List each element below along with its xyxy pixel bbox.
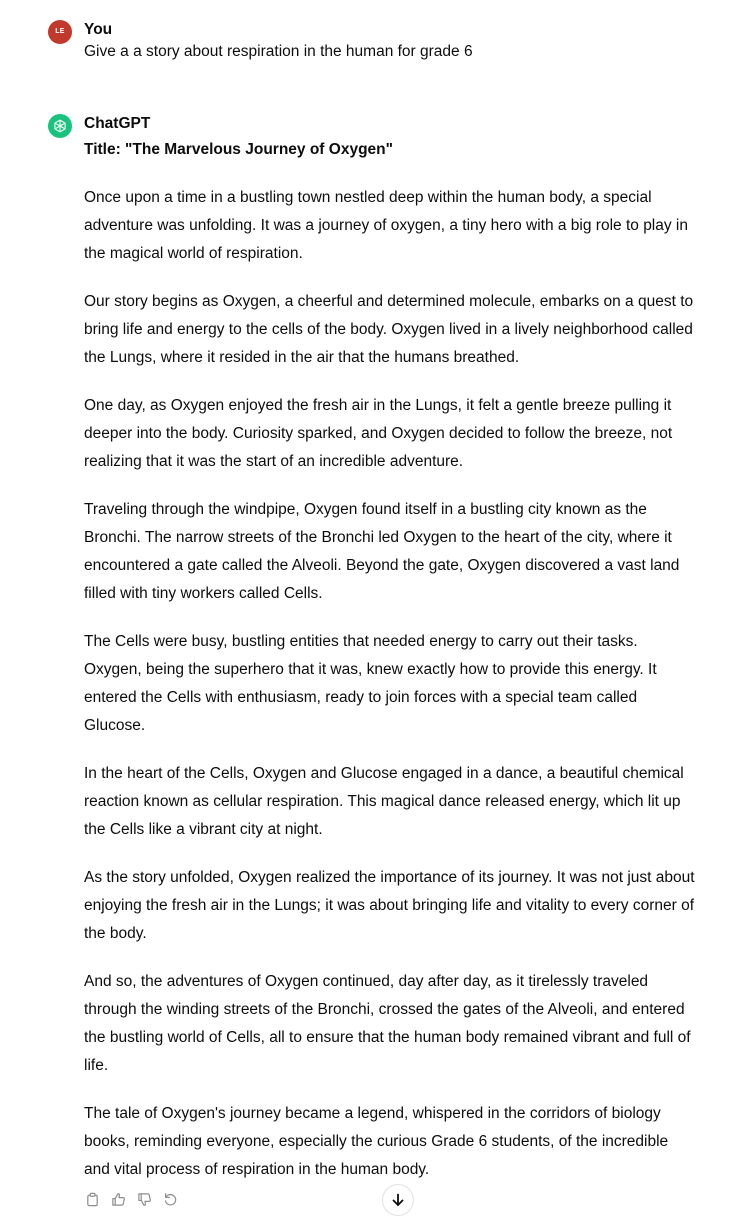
story-paragraph: Once upon a time in a bustling town nestled deep within the human body, a special adventure was unfolding. It was a journey of oxygen, a tiny hero with a big role to play in the magical world of respiration. [84,189,688,262]
arrow-down-icon [390,1192,406,1208]
user-avatar: LE [48,20,72,44]
story-paragraph: And so, the adventures of Oxygen continued, day after day, as it tirelessly traveled through the winding streets of the Bronchi, crossed the gates of the Alveoli, and entered the bustling world of Cells, all to ensure that the human body remained vibrant and full of life. [84,973,691,1074]
user-author-name: You [84,21,113,38]
story-paragraph: In the heart of the Cells, Oxygen and Glucose engaged in a dance, a beautiful chemical reaction known as cellular respiration. This magical dance released energy, which lit up the Cells like a vibrant city at night. [84,765,684,838]
user-message-text: Give a a story about respiration in the human for grade 6 [84,43,473,60]
story-paragraph: As the story unfolded, Oxygen realized the importance of its journey. It was not just about enjoying the fresh air in the Lungs; it was about bringing life and vitality to every corner of the body. [84,869,695,942]
story-paragraph: Traveling through the windpipe, Oxygen found itself in a bustling city known as the Bronchi. The narrow streets of the Bronchi led Oxygen to the heart of the city, where it encountered a gate called the Alveoli. Beyond the gate, Oxygen discovered a vast land filled with tiny workers called Cells. [84,501,680,602]
story-paragraph: One day, as Oxygen enjoyed the fresh air in the Lungs, it felt a gentle breeze pulling it deeper into the body. Curiosity sparked, and Oxygen decided to follow the breeze, not realizing that it was the start of an incredible adventure. [84,397,673,470]
story-paragraph: Our story begins as Oxygen, a cheerful and determined molecule, embarks on a quest to bring life and energy to the cells of the body. Oxygen lived in a lively neighborhood called the Lungs, where it resided in the air that the humans breathed. [84,293,694,366]
scroll-to-bottom-button[interactable] [382,1184,414,1216]
assistant-message [48,114,698,1184]
user-message [48,20,698,66]
chatgpt-logo-icon [48,114,72,138]
assistant-author-name: ChatGPT [84,115,151,132]
story-paragraph: The Cells were busy, bustling entities that needed energy to carry out their tasks. Oxygen, being the superhero that it was, knew exactly how to provide this energy. It entered the Cells with enthusiasm, ready to join forces with a special team called Glucose. [84,633,657,734]
story-paragraph: The tale of Oxygen's journey became a legend, whispered in the corridors of biology books, reminding everyone, especially the curious Grade 6 students, of the incredible and vital process of respiration in the human body. [84,1105,669,1178]
thumbs-up-icon[interactable] [110,1191,126,1207]
thumbs-down-icon[interactable] [136,1191,152,1207]
message-actions [84,1191,178,1207]
regenerate-icon[interactable] [162,1191,178,1207]
copy-icon[interactable] [84,1191,100,1207]
story-title: Title: "The Marvelous Journey of Oxygen" [84,141,393,158]
